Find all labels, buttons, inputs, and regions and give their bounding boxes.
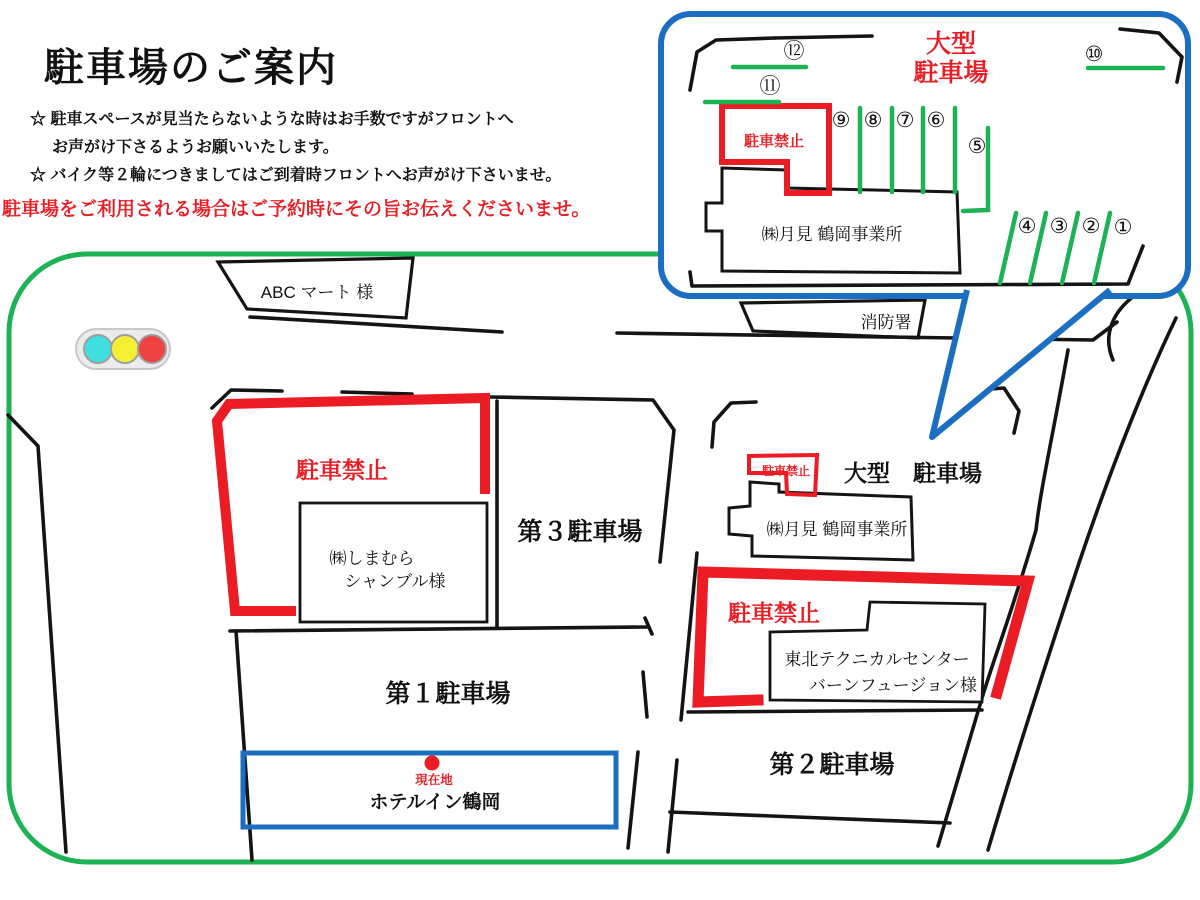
lot3-label: 第３駐車場	[517, 518, 643, 546]
spot-number-3: ③	[1049, 215, 1069, 238]
no-parking-label-west: 駐車禁止	[296, 457, 388, 483]
signal-yellow-lamp	[111, 335, 139, 363]
spot-number-9: ⑨	[831, 109, 851, 132]
large-lot-callout	[661, 14, 1188, 437]
spot-number-7: ⑦	[895, 109, 915, 132]
callout-building-label: ㈱月見 鶴岡事業所	[761, 225, 903, 244]
fire-station-label: 消防署	[860, 313, 912, 332]
no-parking-label-small: 駐車禁止	[761, 464, 811, 478]
reservation-notice: 駐車場をご利用される場合はご予約時にその旨お伝えくださいませ。	[2, 199, 591, 220]
spot-number-8: ⑧	[863, 109, 883, 132]
spot-number-11: ⑪	[759, 75, 781, 98]
large-lot-label: 大型 駐車場	[844, 460, 982, 486]
callout-no-parking-label: 駐車禁止	[743, 133, 805, 150]
spot-number-10: ⑩	[1084, 43, 1104, 66]
abc-mart-label: ABC マート 様	[260, 283, 374, 302]
tohoku-label-1: 東北テクニカルセンター	[784, 650, 970, 669]
signal-red-lamp	[138, 335, 166, 363]
spot-number-1: ①	[1113, 216, 1133, 239]
lot2-label: 第２駐車場	[769, 751, 895, 779]
shimamura-label-1: ㈱しまむら	[329, 549, 415, 568]
callout-title-1: 大型	[925, 30, 977, 58]
page-title: 駐車場のご案内	[44, 46, 338, 90]
tsukimi-label: ㈱月見 鶴岡事業所	[766, 520, 908, 539]
current-location-label: 現在地	[415, 773, 453, 787]
lot1-label: 第１駐車場	[385, 680, 511, 708]
hotel-label: ホテルイン鶴岡	[369, 792, 501, 813]
note-line-2: お声がけ下さるようお願いいたします。	[52, 139, 339, 156]
note-line-3: ☆ バイク等２輪につきましてはご到着時フロントへお声がけ下さいませ。	[30, 167, 562, 184]
spot-number-4: ④	[1017, 215, 1037, 238]
spot-number-12: ⑫	[783, 40, 805, 63]
callout-title-2: 駐車場	[913, 59, 989, 87]
no-parking-label-tohoku: 駐車禁止	[728, 600, 820, 626]
note-line-1: ☆ 駐車スペースが見当たらないような時はお手数ですがフロントへ	[30, 111, 514, 128]
tohoku-label-2: バーンフュージョン様	[808, 676, 978, 695]
spot-number-5: ⑤	[967, 135, 987, 158]
spot-number-2: ②	[1081, 215, 1101, 238]
shimamura-label-2: シャンブル様	[344, 572, 446, 591]
traffic-light-icon	[76, 329, 170, 369]
current-location-dot	[425, 756, 440, 771]
callout-pointer	[932, 290, 1110, 437]
signal-cyan-lamp	[84, 335, 112, 363]
spot-number-6: ⑥	[926, 109, 946, 132]
